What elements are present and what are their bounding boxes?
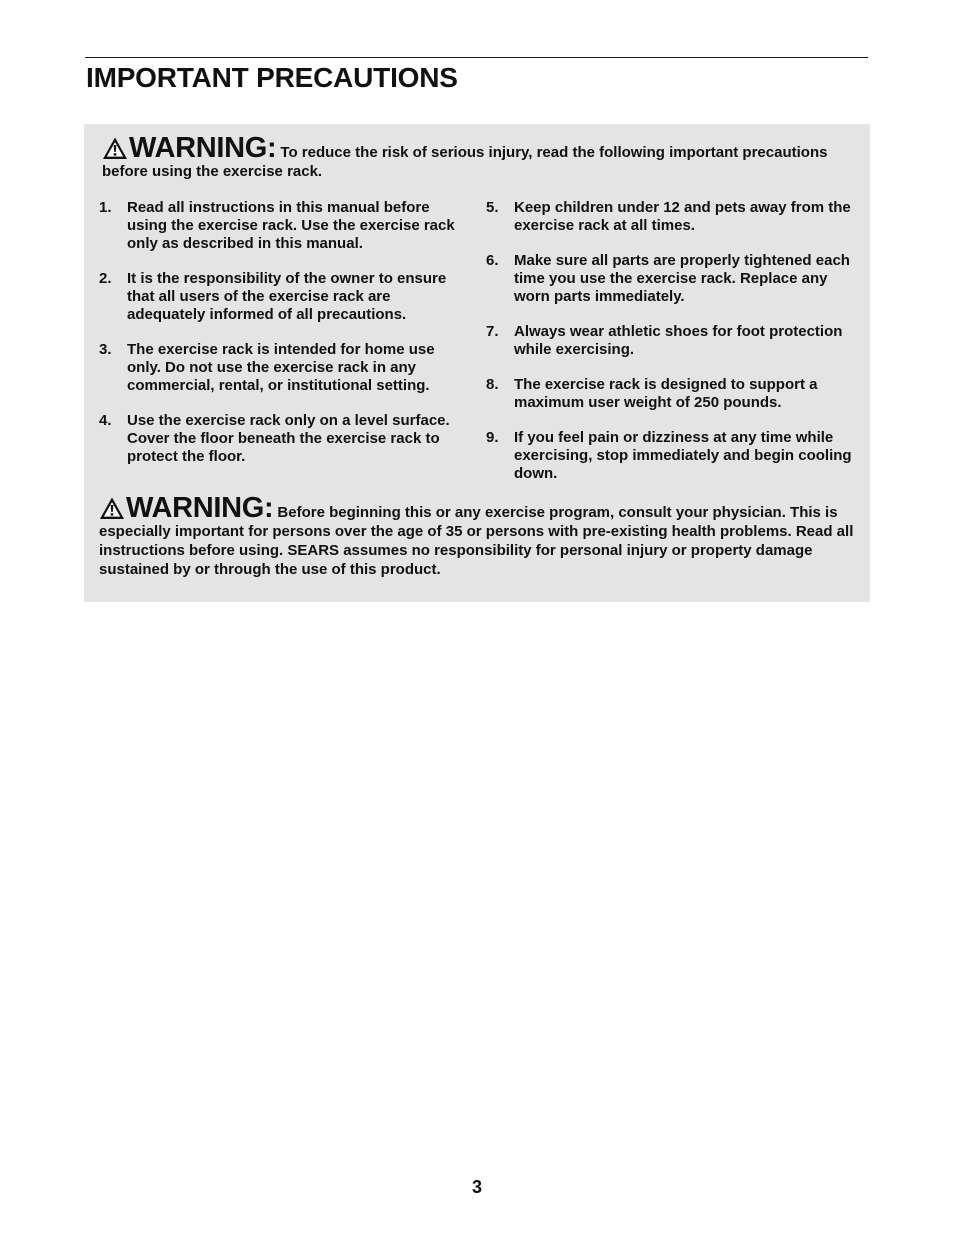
page-title: IMPORTANT PRECAUTIONS (86, 62, 458, 93)
item-text: Read all instructions in this manual before using the exercise rack. Use the exercise rack only as described in this manual. (127, 199, 455, 252)
list-item (99, 341, 471, 395)
warning-top-heading: WARNING: (129, 132, 277, 164)
precautions-panel (84, 124, 870, 602)
item-text: Make sure all parts are properly tightened each time you use the exercise rack. Replace any worn parts immediately. (514, 252, 850, 305)
item-text: It is the responsibility of the owner to ensure that all users of the exercise rack are adequately informed of all precautions. (127, 270, 447, 323)
list-item (486, 323, 856, 359)
item-number: 4. (99, 412, 112, 429)
list-item (486, 252, 856, 306)
item-text: If you feel pain or dizziness at any time while exercising, stop immediately and begin cooling down. (514, 429, 852, 482)
item-text: Use the exercise rack only on a level surface. Cover the floor beneath the exercise rack to protect the floor. (127, 412, 450, 465)
item-number: 2. (99, 270, 112, 287)
list-item (99, 412, 471, 466)
warning-top (102, 132, 862, 181)
item-number: 3. (99, 341, 112, 358)
item-number: 5. (486, 199, 499, 216)
item-text: The exercise rack is intended for home use only. Do not use the exercise rack in any commercial, rental, or institutional setting. (127, 341, 435, 394)
precautions-list-right (486, 199, 856, 500)
list-item (99, 199, 471, 253)
warning-bottom-text: Before beginning this or any exercise program, consult your physician. This is especially important for persons over the age of 35 or persons with pre-existing health problems. Read all instructions before using. SEARS assumes no responsibility for personal injury or property damage sustained by or through the use of this product. (99, 504, 854, 578)
list-item (99, 270, 471, 324)
top-rule (85, 57, 868, 58)
item-number: 1. (99, 199, 112, 216)
warning-bottom-heading: WARNING: (126, 492, 274, 524)
list-item (486, 376, 856, 412)
warning-top-text: To reduce the risk of serious injury, read the following important precautions before using the exercise rack. (102, 144, 828, 180)
list-item (486, 429, 856, 483)
precautions-list-left (99, 199, 471, 483)
item-text: Always wear athletic shoes for foot protection while exercising. (514, 323, 843, 358)
item-number: 8. (486, 376, 499, 393)
page-number: 3 (471, 1177, 482, 1197)
item-number: 7. (486, 323, 499, 340)
list-item (486, 199, 856, 235)
item-number: 6. (486, 252, 499, 269)
item-text: Keep children under 12 and pets away from the exercise rack at all times. (514, 199, 851, 234)
item-text: The exercise rack is designed to support a maximum user weight of 250 pounds. (514, 376, 818, 411)
warning-bottom (99, 492, 863, 579)
warning-triangle-icon (99, 496, 125, 520)
warning-triangle-icon (102, 136, 128, 160)
item-number: 9. (486, 429, 499, 446)
